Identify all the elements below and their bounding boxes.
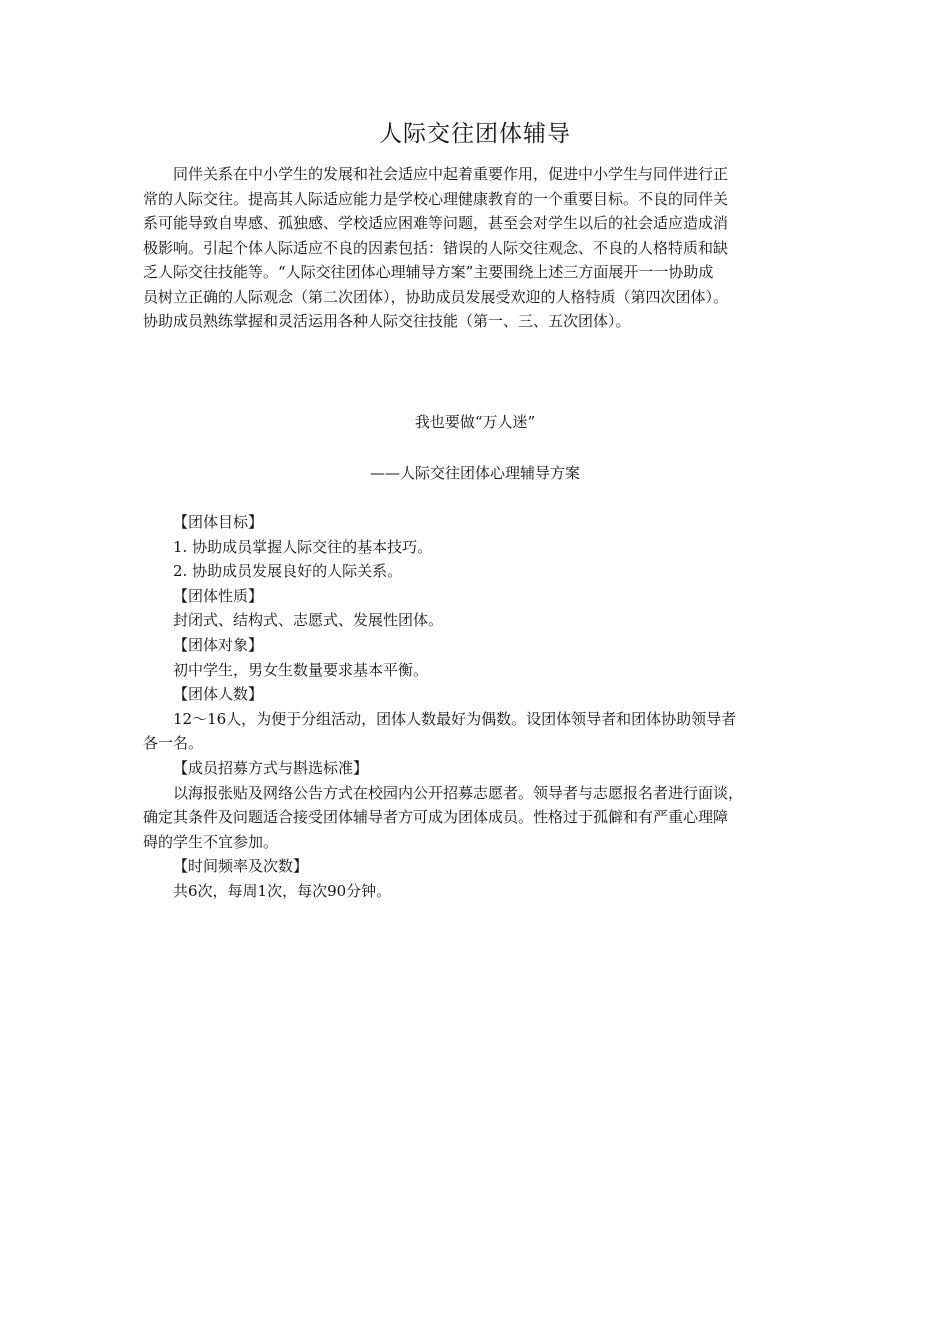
- section-heading-goal: 【团体目标】: [173, 513, 264, 531]
- recruit-text: 确定其条件及问题适合接受团体辅导者方可成为团体成员。性格过于孤僻和有严重心理障: [143, 808, 729, 827]
- intro-line: 同伴关系在中小学生的发展和社会适应中起着重要作用，促进中小学生与同伴进行正: [173, 165, 729, 183]
- intro-line: 乏人际交往技能等。“人际交往团体心理辅导方案”主要围绕上述三方面展开一一协助成: [143, 263, 714, 281]
- intro-line: 协助成员熟练掌握和灵活运用各种人际交往技能（第一、三、五次团体）。: [143, 312, 631, 330]
- recruit-text: 以海报张贴及网络公告方式在校园内公开招募志愿者。领导者与志愿报名者进行面谈，: [173, 783, 744, 802]
- size-text: 各一名。: [143, 734, 204, 753]
- plan-sections: [143, 510, 813, 904]
- plan-subtitle: ——人际交往团体心理辅导方案: [369, 464, 580, 482]
- size-text: 12～16人，为便于分组活动，团体人数最好为偶数。设团体领导者和团体协助领导者: [173, 709, 737, 728]
- document-title: 人际交往团体辅导: [379, 121, 571, 147]
- section-heading-target: 【团体对象】: [173, 635, 264, 654]
- intro-line: 员树立正确的人际观念（第二次团体），协助成员发展受欢迎的人格特质（第四次团体）。: [143, 287, 729, 306]
- section-heading-size: 【团体人数】: [173, 685, 264, 704]
- section-heading-recruit: 【成员招募方式与斟选标准】: [173, 758, 369, 777]
- section-heading-nature: 【团体性质】: [173, 586, 264, 605]
- intro-line: 极影响。引起个体人际适应不良的因素包括：错误的人际交往观念、不良的人格特质和缺: [143, 238, 729, 257]
- section-heading-time: 【时间频率及次数】: [173, 857, 309, 876]
- nature-text: 封闭式、结构式、志愿式、发展性团体。: [173, 611, 444, 630]
- intro-paragraph: [143, 162, 813, 334]
- goal-item: 1. 协助成员掌握人际交往的基本技巧。: [173, 537, 433, 556]
- target-text: 初中学生，男女生数量要求基本平衡。: [173, 660, 429, 679]
- intro-line: 系可能导致自卑感、孤独感、学校适应困难等问题，甚至会对学生以后的社会适应造成消: [143, 214, 729, 232]
- time-text: 共6次，每周1次，每次90分钟。: [173, 881, 392, 900]
- recruit-text: 碍的学生不宜参加。: [143, 832, 279, 851]
- plan-title: 我也要做“万人迷”: [414, 413, 536, 431]
- goal-item: 2. 协助成员发展良好的人际关系。: [173, 562, 403, 581]
- intro-line: 常的人际交往。提高其人际适应能力是学校心理健康教育的一个重要目标。不良的同伴关: [143, 189, 729, 208]
